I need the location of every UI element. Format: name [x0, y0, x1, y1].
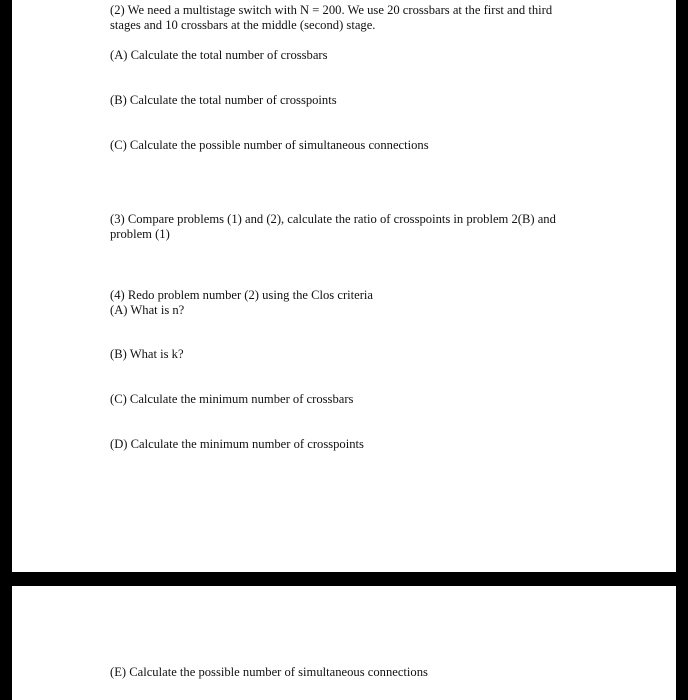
q2-intro-line-2: stages and 10 crossbars at the middle (second) stage. — [110, 18, 376, 32]
q4-part-e: (E) Calculate the possible number of simultaneous connections — [110, 665, 428, 679]
q3-line-2: problem (1) — [110, 227, 170, 241]
q4-part-d: (D) Calculate the minimum number of crosspoints — [110, 437, 364, 451]
q4-part-c: (C) Calculate the minimum number of crossbars — [110, 392, 354, 406]
q2-part-b: (B) Calculate the total number of crosspoints — [110, 93, 337, 107]
q2-part-c: (C) Calculate the possible number of simultaneous connections — [110, 138, 429, 152]
q2-intro-line-1: (2) We need a multistage switch with N = 200. We use 20 crossbars at the first and third — [110, 3, 553, 17]
q2-part-a: (A) Calculate the total number of crossbars — [110, 48, 328, 62]
q4-intro: (4) Redo problem number (2) using the Clos criteria — [110, 288, 374, 302]
document-page-1 — [12, 0, 676, 572]
document-page-2 — [12, 586, 676, 700]
q4-part-b: (B) What is k? — [110, 347, 184, 361]
q3-line-1: (3) Compare problems (1) and (2), calculate the ratio of crosspoints in problem 2(B) and — [110, 212, 556, 226]
q4-part-a: (A) What is n? — [110, 303, 185, 317]
